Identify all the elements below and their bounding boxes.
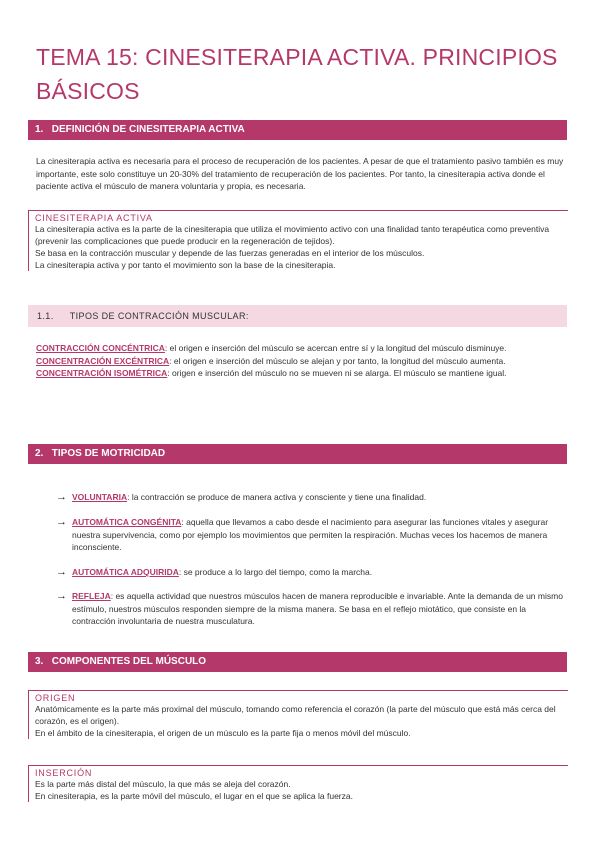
contraction-types-list — [36, 342, 566, 380]
arrow-icon: → — [56, 566, 67, 578]
section-2-heading: TIPOS DE MOTRICIDAD — [51, 448, 166, 459]
section-1-header — [28, 120, 567, 140]
contraction-term: CONTRACCIÓN CONCÉNTRICA — [36, 343, 165, 353]
origen-line: Anatómicamente es la parte más proximal del músculo, tomando como referencia el corazón (la parte del músculo que está más cerca del corazón, es el origen). — [35, 704, 556, 726]
box-text — [29, 223, 568, 271]
insercion-text — [29, 778, 568, 802]
section-2-header — [28, 444, 567, 464]
box-line: Se basa en la contracción muscular y depende de las fuerzas generadas en el interior de los músculos. — [35, 248, 425, 258]
page-title: TEMA 15: CINESITERAPIA ACTIVA. PRINCIPIOS BÁSICOS — [36, 44, 558, 104]
cinesiterapia-activa-box — [28, 210, 568, 271]
contraction-text: : origen e inserción del músculo no se mueven ni se alarga. El músculo se mantiene igual. — [167, 368, 507, 378]
origen-box — [28, 690, 568, 739]
motricity-text: : se produce a lo largo del tiempo, como la marcha. — [178, 567, 373, 577]
origen-label: ORIGEN — [35, 693, 76, 703]
contraction-item — [36, 367, 566, 380]
arrow-icon: → — [56, 516, 67, 528]
motricity-text: : aquella que llevamos a cabo desde el nacimiento para asegurar las funciones vitales y asegurar nuestra supervivencia, como por ejemplo los movimientos que permiten la respiración. Muchas veces los hacemos de manera inconsciente. — [72, 517, 549, 552]
contraction-item — [36, 342, 566, 355]
contraction-item — [36, 355, 566, 368]
insercion-line: Es la parte más distal del músculo, la que más se aleja del corazón. — [35, 779, 291, 789]
box-label: CINESITERAPIA ACTIVA — [35, 213, 153, 223]
contraction-text: : el origen e inserción del músculo se alejan y por tanto, la longitud del músculo aumenta. — [169, 355, 506, 366]
contraction-term: CONCENTRACIÓN ISOMÉTRICA — [36, 368, 168, 378]
section-3-header — [28, 652, 567, 672]
motricity-term: AUTOMÁTICA ADQUIRIDA — [72, 567, 179, 577]
origen-text — [29, 703, 568, 739]
subsection-1-1-header — [28, 305, 567, 327]
motricity-term: AUTOMÁTICA CONGÉNITA — [72, 517, 182, 527]
insercion-label: INSERCIÓN — [35, 768, 93, 778]
subsection-1-1-heading: TIPOS DE CONTRACCIÓN MUSCULAR: — [69, 311, 249, 321]
contraction-term: CONCENTRACIÓN EXCÉNTRICA — [36, 355, 170, 366]
motricity-text: : es aquella actividad que nuestros músculos hacen de manera reproducible e invariable. Ante la demanda de un mismo estímulo, nuestros músculos responden siempre de la misma manera. Se basa en el reflejo miotático, que consiste en la contracción involuntaria de nuestra musculatura. — [72, 591, 563, 626]
section-3-heading: COMPONENTES DEL MÚSCULO — [51, 656, 207, 667]
subsection-1-1-number: 1.1. — [37, 311, 54, 321]
motricity-item-congenita — [56, 516, 566, 554]
box-line: La cinesiterapia activa y por tanto el movimiento son la base de la cinesiterapia. — [35, 260, 336, 270]
contraction-text: : el origen e inserción del músculo se acercan entre sí y la longitud del músculo disminuye. — [164, 343, 507, 353]
arrow-icon: → — [56, 590, 67, 602]
motricity-item-voluntaria — [56, 491, 566, 504]
section-1-intro — [36, 155, 566, 193]
section-1-number: 1. — [35, 124, 44, 135]
arrow-icon: → — [56, 491, 67, 503]
motricity-term: VOLUNTARIA — [72, 492, 128, 502]
section-3-number: 3. — [35, 656, 44, 667]
insercion-box — [28, 765, 568, 802]
motricity-term: REFLEJA — [72, 591, 111, 601]
section-1-intro-text: La cinesiterapia activa es necesaria para el proceso de recuperación de los pacientes. A pesar de que el tratamiento pasivo también es muy importante, este solo constituye un 20-30% del tratamiento de recuperación de los pacientes. Por tanto, la cinesiterapia activa donde el paciente activa el músculo de manera voluntaria y propia, es necesaria. — [36, 156, 564, 191]
insercion-line: En cinesiterapia, es la parte móvil del músculo, el lugar en el que se aplica la fuerza. — [35, 791, 353, 801]
box-line: La cinesiterapia activa es la parte de la cinesiterapia que utiliza el movimiento activo con una finalidad tanto terapéutica como preventiva (prevenir las complicaciones que puede producir en la regeneración de tejidos). — [35, 224, 550, 246]
origen-line: En el ámbito de la cinesiterapia, el origen de un músculo es la parte fija o menos móvil del músculo. — [35, 728, 411, 738]
motricity-item-adquirida — [56, 566, 566, 579]
motricity-item-refleja — [56, 590, 566, 628]
section-2-number: 2. — [35, 448, 44, 459]
section-1-heading: DEFINICIÓN DE CINESITERAPIA ACTIVA — [51, 124, 245, 135]
motricity-text: : la contracción se produce de manera activa y consciente y tiene una finalidad. — [127, 492, 427, 502]
